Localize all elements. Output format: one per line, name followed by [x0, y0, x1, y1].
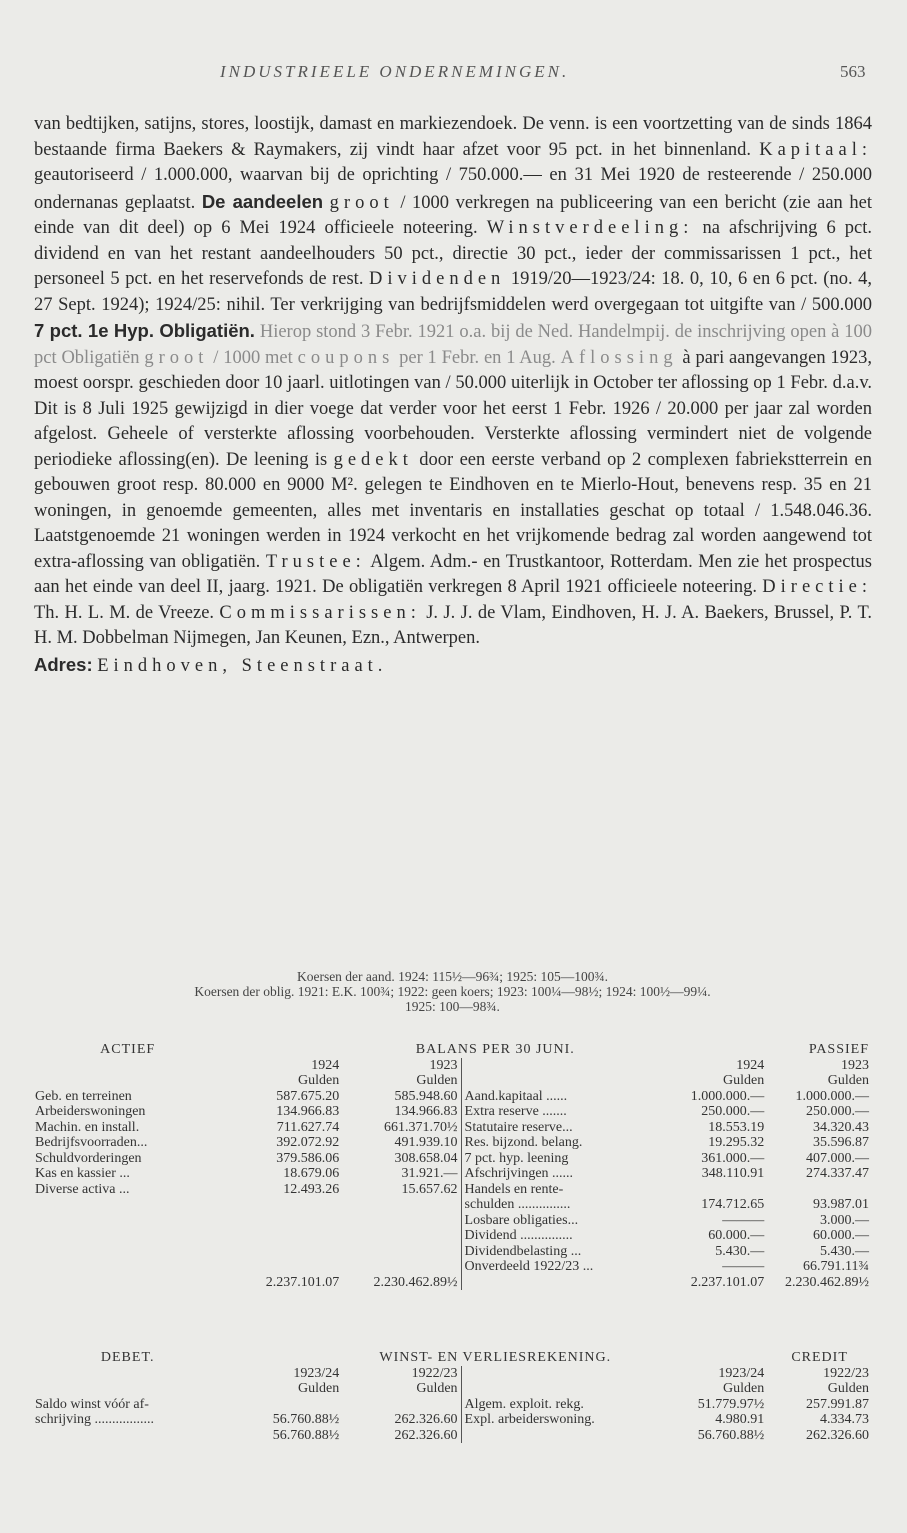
adres-line	[34, 652, 872, 680]
balance-actief-value-2: 15.657.62	[401, 1181, 458, 1197]
table-row	[32, 1244, 872, 1260]
obligaties-heading: 7 pct. 1e Hyp. Obligatiën.	[34, 320, 255, 341]
balance-title: BALANS PER 30 JUNI.	[415, 1042, 575, 1057]
balance-actief-value-2: 585.948.60	[394, 1088, 458, 1104]
balance-actief-value-2: 661.371.70½	[384, 1119, 458, 1135]
balance-passief-label: Extra reserve .......	[461, 1104, 662, 1120]
balance-unit-row	[32, 1073, 872, 1089]
table-row	[32, 1166, 872, 1182]
debet-label: DEBET.	[100, 1350, 155, 1365]
unit-label: Gulden	[723, 1381, 765, 1396]
winst-verlies-table	[32, 1350, 872, 1443]
koersen-obligaties-1925: 1925: 100—98¾.	[405, 999, 500, 1014]
table-row	[32, 1213, 872, 1229]
balance-actief-value-1: 392.072.92	[276, 1135, 340, 1150]
balance-passief-label: Aand.kapitaal ......	[461, 1089, 662, 1105]
winst-credit-value-1: 51.779.97½	[697, 1396, 765, 1412]
balance-actief-value-2: 308.658.04	[394, 1150, 458, 1166]
description-paragraph	[34, 112, 872, 652]
winst-title-row	[32, 1350, 872, 1366]
balance-passief-label: Afschrijvingen ......	[461, 1166, 662, 1182]
winst-credit-label: Expl. arbeiderswoning.	[461, 1412, 662, 1428]
balance-passief-value-1	[662, 1182, 767, 1198]
unit-label: Gulden	[416, 1073, 458, 1088]
unit-label: Gulden	[297, 1073, 340, 1088]
balance-passief-value-2	[767, 1182, 872, 1198]
table-row	[32, 1259, 872, 1275]
balance-actief-value-2: 31.921.—	[401, 1166, 458, 1181]
trustee-label: Trustee:	[265, 551, 366, 572]
actief-label: ACTIEF	[100, 1042, 156, 1057]
winst-debet-label: Saldo winst vóór af-	[35, 1396, 149, 1412]
table-row	[32, 1135, 872, 1151]
koersen-block	[30, 969, 875, 1014]
balance-actief-value-1: 12.493.26	[283, 1181, 340, 1197]
text-obligatien: Obligatiën	[61, 347, 140, 368]
winstverdeeling-label: Winstverdeeling:	[486, 218, 694, 238]
balance-actief-label: Geb. en terreinen	[35, 1088, 132, 1104]
winst-title: WINST- EN VERLIESREKENING.	[379, 1350, 612, 1365]
balance-passief-value-1: 19.295.32	[708, 1135, 765, 1150]
text-met: / 1000 met	[213, 347, 293, 368]
text-aflossing: à pari aangevangen 1923, moest oorspr. geschieden door 10 jaarl. uitlotingen van / 50.000 uiterlijk in October ter aflossing op 1 Febr. d.a.v. Dit is 8 Juli 1925 gewijzigd in dier voege dat verder voor het eerst 1 Febr. 1926 / 20.000 per jaar zal worden afgelost. Geheele of versterkte aflossing voorbehouden. Versterkte aflossing vermindert niet de volgende periodieke aflossing(en). De leening is	[34, 347, 873, 470]
year-1924-passief: 1924	[736, 1057, 765, 1073]
coupons-label: coupons	[297, 347, 395, 368]
winst-debet-label: schrijving .................	[35, 1412, 154, 1427]
table-row	[32, 1228, 872, 1244]
unit-label: Gulden	[416, 1381, 458, 1396]
groot-label-2: groot	[144, 347, 209, 368]
winst-credit-value-1: 4.980.91	[715, 1412, 765, 1427]
page-number: 563	[840, 62, 866, 81]
year-1923-actief: 1923	[429, 1057, 458, 1073]
balance-passief-value-1: 361.000.—	[701, 1150, 765, 1166]
balance-passief-value-2: 407.000.—	[806, 1150, 869, 1166]
table-row	[32, 1089, 872, 1105]
total-passief-1924: 2.237.101.07	[690, 1274, 765, 1290]
text-gedekt: door een eerste verband op 2 complexen fabriekstterrein en gebouwen groot resp. 80.000 en 9000 M². gelegen te Eindhoven en te Mierlo-Hout, benevens resp. 35 en 21 woningen, in genoemde gemeenten, alles met inventaris en installaties geschat op totaal / 1.548.046.36. Laatstgenoemde 21 woningen werden in 1924 verkocht en het vrijkomende bedrag zal worden aangewend tot extra-aflossing van obligatiën.	[34, 449, 873, 572]
adres-label: Adres:	[34, 653, 93, 675]
balance-actief-label: Bedrijfsvoorraden...	[35, 1135, 148, 1150]
balance-passief-value-2: 93.987.01	[813, 1197, 869, 1212]
balance-totals-row	[32, 1275, 872, 1291]
total-credit-2: 262.326.60	[806, 1427, 869, 1443]
text-winstverdeeling: na afschrijving 6 pct. dividend en van het restant aandeelhouders 50 pct., directie 30 pct., ieder der commissarissen 1 pct., het personeel 5 pct. en het reservefonds de rest.	[34, 218, 873, 289]
adres-value: Eindhoven, Steenstraat.	[97, 655, 388, 676]
table-row	[32, 1397, 872, 1413]
winst-debet-value-1	[223, 1397, 342, 1413]
text-general: van bedtijken, satijns, stores, loostijk, damast en markiezendoek. De venn. is een voortzetting van de sinds 1864 bestaande firma Baekers & Raymakers, zij vindt haar afzet voor 95 pct. in het binnenland.	[34, 114, 872, 160]
balance-passief-value-2: 274.337.47	[806, 1166, 869, 1181]
text-trustee: Algem. Adm.- en Trustkantoor, Rotterdam. Men zie het prospectus aan het einde van deel II, jaarg. 1921. De obligatiën verkregen 8 April 1921 officieele noteering.	[34, 551, 873, 597]
passief-label: PASSIEF	[808, 1042, 869, 1057]
balance-actief-value-1: 711.627.74	[276, 1119, 340, 1135]
balance-year-row	[32, 1058, 872, 1074]
gedekt-label: gedekt	[333, 449, 413, 470]
balance-passief-label: Losbare obligaties...	[461, 1213, 662, 1229]
year-1923-passief: 1923	[841, 1057, 869, 1073]
groot-label: groot	[329, 192, 394, 213]
text-dividenden: 1919/20—1923/24: 18. 0, 10, 6 en 6 pct. (no. 4, 27 Sept. 1924); 1924/25: nihil. Ter verkrijging van bedrijfsmiddelen werd overgegaan tot uitgifte van / 500.000	[34, 269, 872, 315]
balance-actief-value-1: 587.675.20	[276, 1088, 340, 1104]
winst-year-row	[32, 1366, 872, 1382]
winst-debet-value-2	[342, 1397, 461, 1413]
balance-passief-value-1: 250.000.—	[701, 1104, 765, 1119]
winst-debet-value-1: 56.760.88½	[272, 1412, 340, 1427]
year-credit-2: 1922/23	[823, 1365, 869, 1381]
balance-passief-label: Onverdeeld 1922/23 ...	[461, 1259, 662, 1275]
text-directie: Th. H. L. M. de Vreeze.	[34, 602, 215, 623]
year-credit-1: 1923/24	[718, 1365, 765, 1381]
balance-passief-label: Handels en rente-	[461, 1182, 662, 1198]
aandeelen-label: De aandeelen	[201, 190, 324, 212]
unit-label: Gulden	[723, 1073, 765, 1088]
balance-actief-value-2: 491.939.10	[394, 1135, 458, 1150]
balance-actief-value-1: 379.586.06	[276, 1150, 340, 1166]
balance-passief-value-2: 1.000.000.—	[795, 1088, 869, 1104]
koersen-obligaties: Koersen der oblig. 1921: E.K. 100¾; 1922: geen koers; 1923: 100¼—98½; 1924: 100½—99¼.	[194, 984, 711, 999]
table-row	[32, 1182, 872, 1198]
balance-passief-value-2: 35.596.87	[813, 1135, 869, 1150]
balance-passief-value-2: 60.000.—	[813, 1228, 869, 1243]
text-commissarissen: J. J. J. de Vlam, Eindhoven, H. J. A. Baekers, Brussel, P. T. H. M. Dobbelman Nijmegen, Jan Keunen, Ezn., Antwerpen.	[34, 602, 873, 648]
balance-passief-value-1: 348.110.91	[701, 1166, 765, 1181]
total-debet-1: 56.760.88½	[272, 1427, 340, 1443]
table-row	[32, 1120, 872, 1136]
total-credit-1: 56.760.88½	[697, 1427, 765, 1443]
running-title: INDUSTRIEELE ONDERNEMINGEN.	[220, 62, 570, 81]
balance-passief-value-2: 250.000.—	[806, 1104, 869, 1119]
commissarissen-label: Commissarissen:	[219, 602, 421, 623]
balance-passief-value-2: 3.000.—	[820, 1212, 869, 1228]
unit-label: Gulden	[297, 1381, 340, 1396]
balance-passief-label: Res. bijzond. belang.	[461, 1135, 662, 1151]
winst-credit-value-2: 257.991.87	[806, 1396, 869, 1412]
text-coupon-dates: per 1 Febr. en 1 Aug.	[399, 347, 556, 368]
directie-label: Directie:	[762, 577, 872, 597]
text-kapitaal: geautoriseerd / 1.000.000, waarvan bij de oprichting / 750.000.— en 31 Mei 1920 de resteerende / 250.000 ondernanas geplaatst.	[34, 165, 872, 213]
balance-passief-value-1: ———	[722, 1259, 765, 1274]
balance-passief-value-1: 1.000.000.—	[690, 1088, 765, 1104]
table-row	[32, 1412, 872, 1428]
credit-label: CREDIT	[791, 1350, 848, 1365]
table-row	[32, 1151, 872, 1167]
winst-totals-row	[32, 1428, 872, 1444]
balance-passief-value-1: 18.553.19	[708, 1119, 765, 1135]
company-description	[34, 112, 872, 679]
year-1924-actief: 1924	[311, 1057, 340, 1073]
text-aandeelen: / 1000 verkregen na publiceering van een bericht (zie aan het einde van dit deel) op 6 Mei 1924 officieele noteering.	[34, 192, 873, 238]
winst-unit-row	[32, 1381, 872, 1397]
balance-passief-value-2: 66.791.11¾	[803, 1259, 869, 1274]
balance-actief-label: Schuldvorderingen	[35, 1150, 142, 1166]
balance-actief-value-1: 134.966.83	[276, 1104, 340, 1119]
unit-label: Gulden	[827, 1381, 869, 1396]
balance-title-row	[32, 1042, 872, 1058]
page-header	[0, 62, 907, 86]
table-row	[32, 1197, 872, 1213]
balance-actief-label: Arbeiderswoningen	[35, 1104, 146, 1119]
balance-passief-label: 7 pct. hyp. leening	[461, 1151, 662, 1167]
kapitaal-label: Kapitaal:	[759, 139, 873, 160]
balance-passief-value-1: 5.430.—	[715, 1243, 765, 1259]
aflossing-label: Aflossing	[560, 347, 678, 368]
balance-passief-value-2: 34.320.43	[813, 1119, 869, 1135]
balance-actief-value-2: 134.966.83	[394, 1104, 458, 1119]
year-debet-1: 1923/24	[293, 1365, 340, 1381]
table-row	[32, 1104, 872, 1120]
balance-passief-label: Statutaire reserve...	[461, 1120, 662, 1136]
balance-passief-value-1: 60.000.—	[708, 1228, 765, 1243]
balance-actief-value-1: 18.679.06	[283, 1166, 340, 1181]
balance-actief-label: Machin. en install.	[35, 1119, 140, 1135]
total-debet-2: 262.326.60	[394, 1427, 458, 1443]
dividenden-label: Dividenden	[368, 269, 506, 289]
total-passief-1923: 2.230.462.89½	[785, 1274, 869, 1290]
winst-credit-label: Algem. exploit. rekg.	[461, 1397, 662, 1413]
total-actief-1923: 2.230.462.89½	[373, 1274, 458, 1290]
balance-passief-label: Dividendbelasting ...	[461, 1244, 662, 1260]
balance-passief-value-1: ———	[722, 1212, 765, 1228]
text-inschrijving: Hierop stond 3 Febr. 1921 o.a. bij de Ned. Handelmpij. de inschrijving open à 100 pct	[34, 322, 873, 368]
balance-actief-label: Kas en kassier ...	[35, 1166, 130, 1181]
year-debet-2: 1922/23	[411, 1365, 458, 1381]
balance-passief-label: schulden ...............	[461, 1197, 662, 1213]
balance-passief-value-2: 5.430.—	[820, 1243, 869, 1259]
total-actief-1924: 2.237.101.07	[265, 1274, 340, 1290]
balance-passief-value-1: 174.712.65	[701, 1197, 765, 1212]
balance-sheet-table	[32, 1042, 872, 1290]
winst-debet-value-2: 262.326.60	[394, 1412, 458, 1427]
winst-credit-value-2: 4.334.73	[820, 1412, 869, 1427]
balance-actief-label: Diverse activa ...	[35, 1181, 130, 1197]
unit-label: Gulden	[827, 1073, 869, 1088]
balance-passief-label: Dividend ...............	[461, 1228, 662, 1244]
koersen-aandeelen: Koersen der aand. 1924: 115½—96¾; 1925: 105—100¾.	[296, 969, 609, 984]
